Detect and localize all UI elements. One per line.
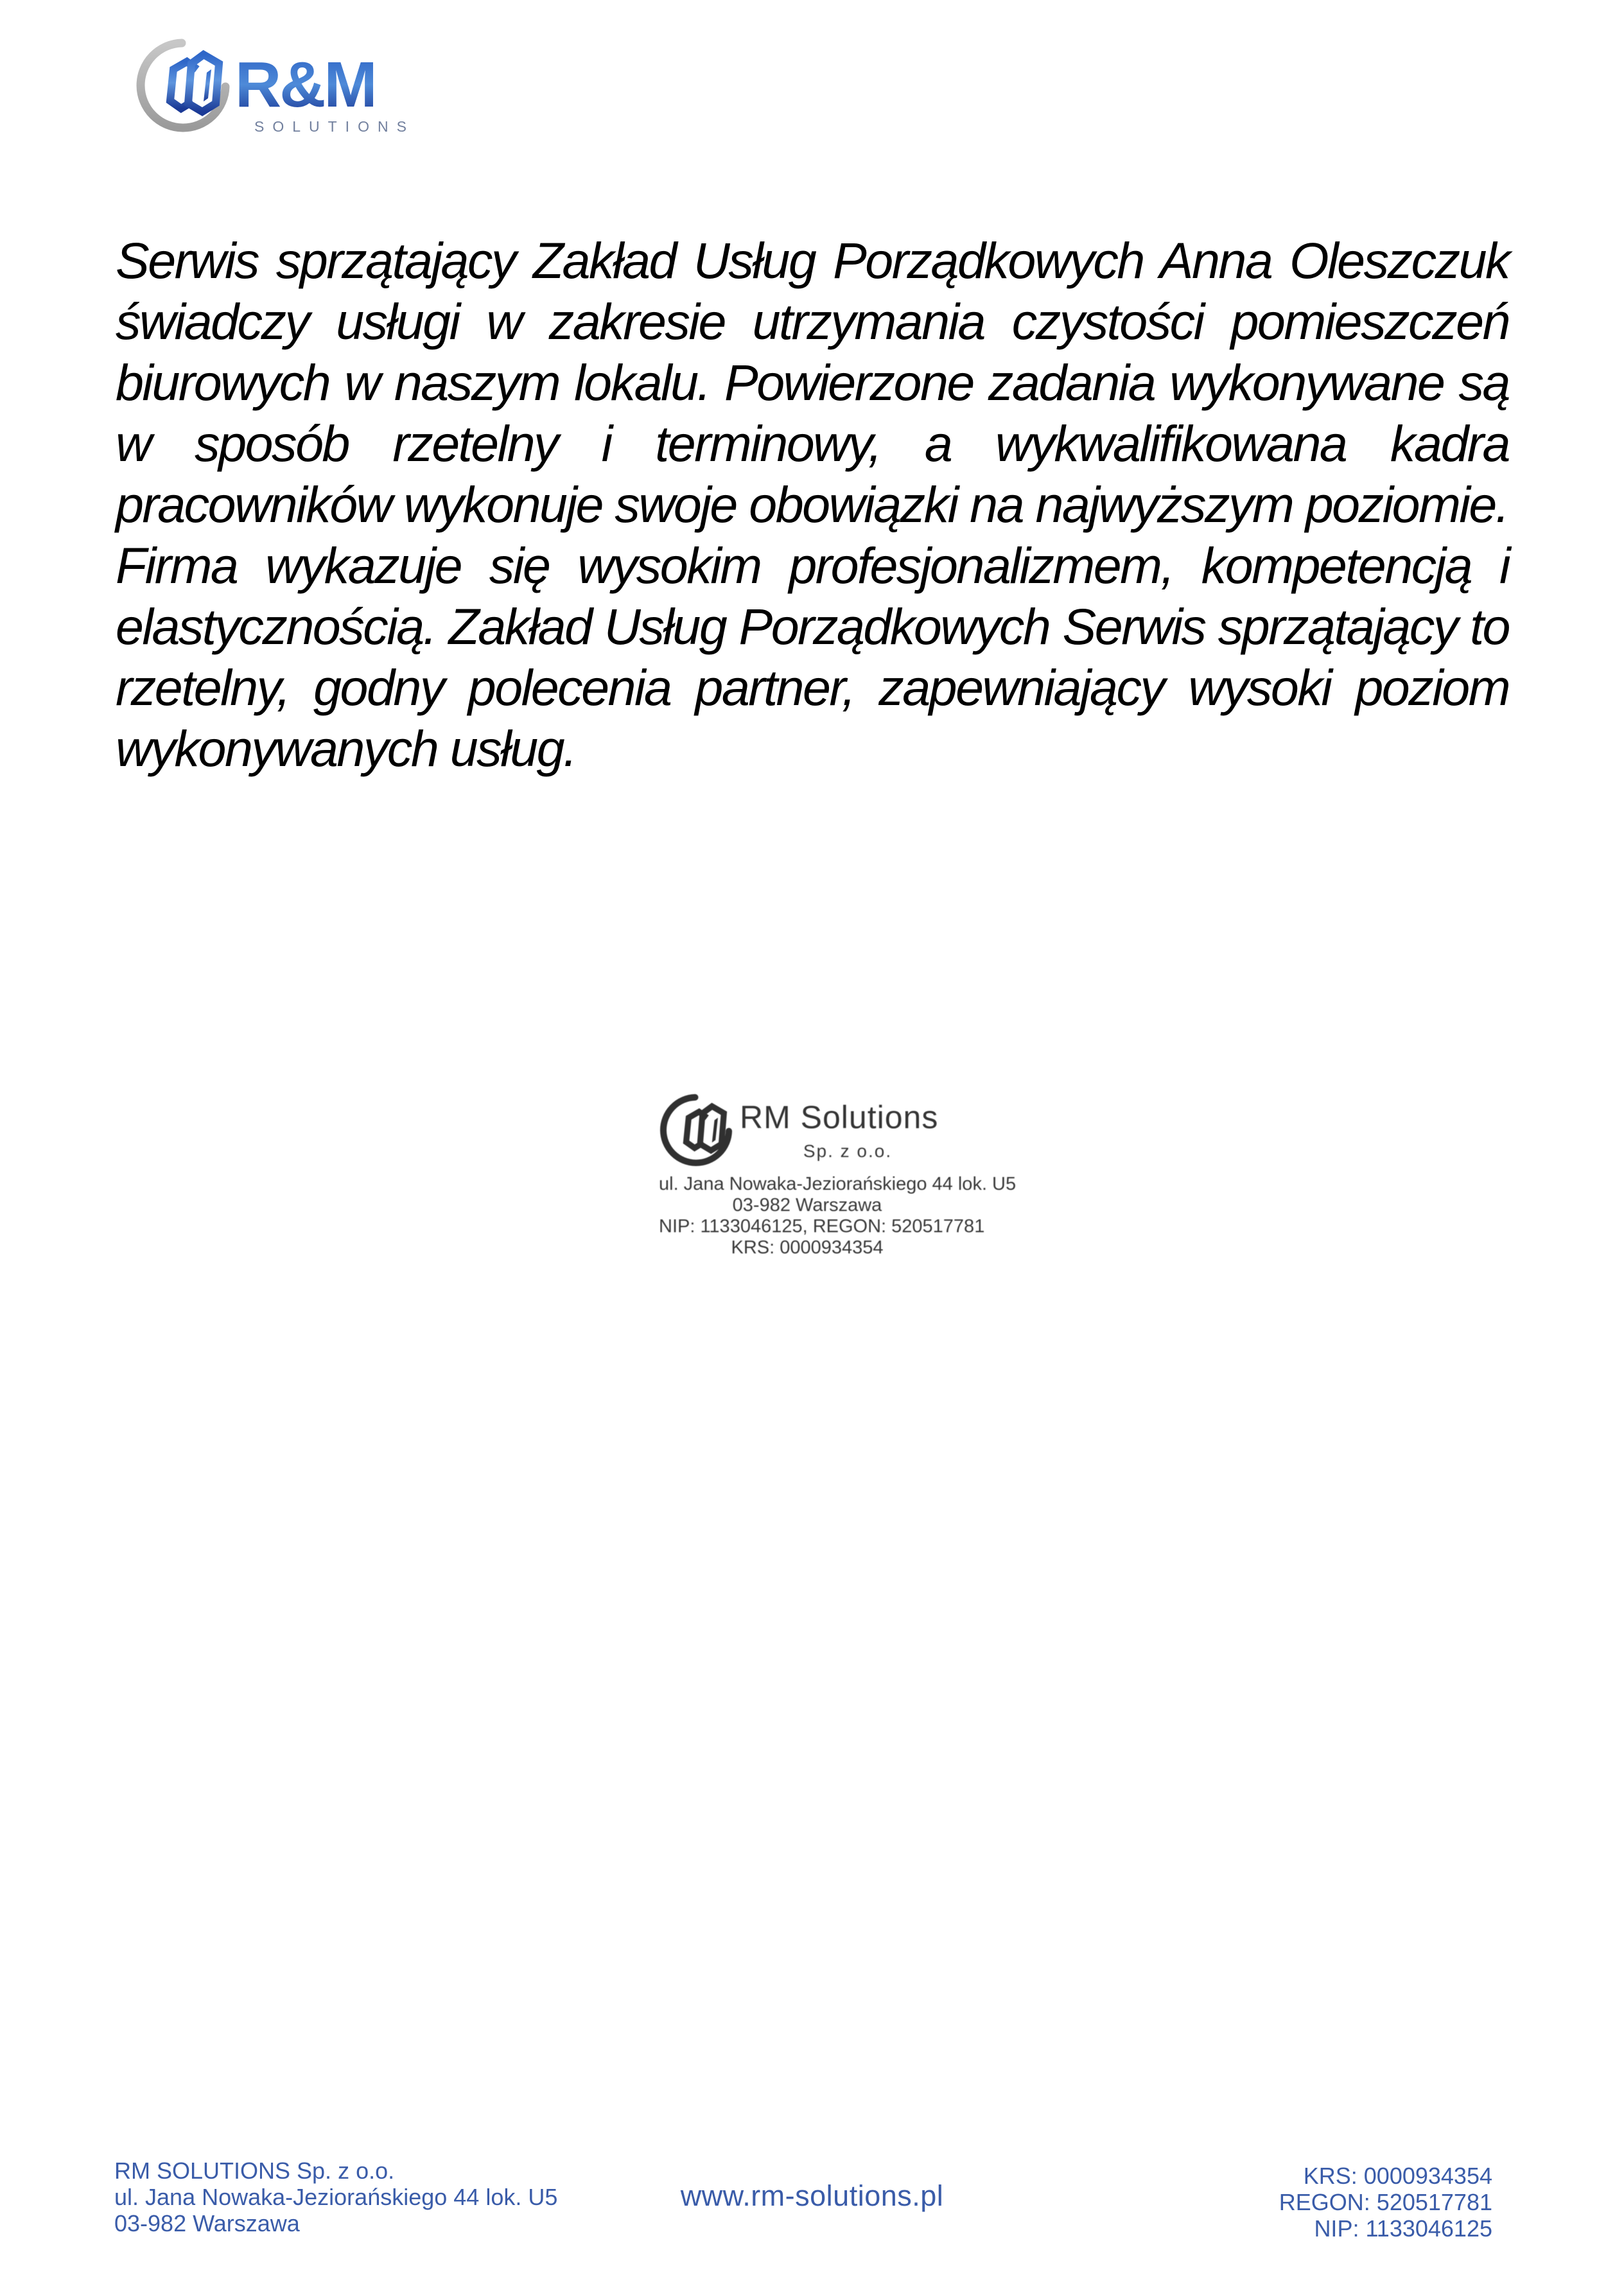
- footer-nip: NIP: 1133046125: [1314, 2215, 1492, 2242]
- logo-brand-wordmark: [235, 54, 447, 118]
- stamp-logo-mark-icon: [659, 1092, 733, 1169]
- stamp-header: [659, 1092, 956, 1169]
- stamp-address-street: ul. Jana Nowaka-Jeziorańskiego 44 lok. U5: [659, 1174, 1017, 1194]
- company-stamp: [659, 1092, 1017, 1259]
- footer-website: www.rm-solutions.pl: [680, 2179, 944, 2212]
- footer-company-city: 03-982 Warszawa: [114, 2210, 300, 2236]
- reference-text: [116, 230, 1509, 779]
- logo-tagline: SOLUTIONS: [254, 118, 415, 135]
- footer-krs: KRS: 0000934354: [1303, 2163, 1492, 2189]
- stamp-title-block: [740, 1099, 956, 1162]
- logo-text-block: [235, 37, 447, 135]
- footer-registry-block: [1279, 2163, 1492, 2242]
- footer-regon: REGON: 520517781: [1279, 2189, 1492, 2215]
- footer-company-name: RM SOLUTIONS Sp. z o.o.: [114, 2158, 395, 2184]
- stamp-company-name: RM Solutions: [740, 1099, 939, 1135]
- footer-company-street: ul. Jana Nowaka-Jeziorańskiego 44 lok. U5: [114, 2184, 558, 2210]
- logo-brand-text: R&M: [235, 54, 376, 118]
- paragraph-1: Serwis sprzątający Zakład Usług Porządkowych Anna Oleszczuk świadczy usługi w zakresie utrzymania czystości pomieszczeń biurowych w naszym lokalu. Powierzone zadania wykonywane są w sposób rzetelny i terminowy, a wykwalifikowana kadra pracowników wykonuje swoje obowiązki na najwyższym poziomie.: [116, 232, 1509, 533]
- stamp-krs: KRS: 0000934354: [731, 1237, 884, 1258]
- paragraph-2: Firma wykazuje się wysokim profesjonalizmem, kompetencją i elastycznością. Zakład Usług Porządkowych Serwis sprzątający to rzetelny, godny polecenia partner, zapewniający wysoki poziom wykonywanych usług.: [116, 537, 1509, 777]
- stamp-nip-regon: NIP: 1133046125, REGON: 520517781: [659, 1216, 985, 1237]
- rm-logo-mark-icon: [135, 37, 231, 134]
- stamp-legal-form: Sp. z o.o.: [803, 1141, 893, 1161]
- stamp-address-city: 03-982 Warszawa: [732, 1195, 882, 1216]
- stamp-address-block: [659, 1174, 1017, 1259]
- company-logo: [135, 37, 447, 135]
